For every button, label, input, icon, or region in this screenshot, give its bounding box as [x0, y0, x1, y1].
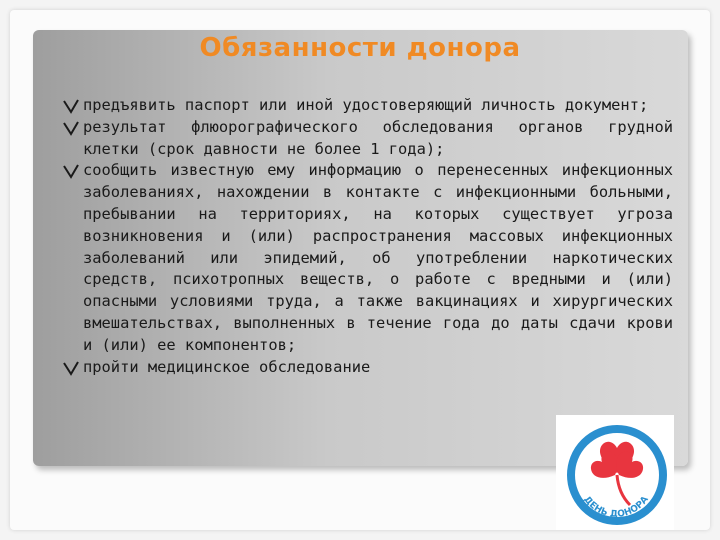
- list-item: [63, 357, 673, 379]
- list-item-text: сообщить известную ему информацию о перенесенных инфекционных заболеваниях, нахождении в контакте с инфекционными больными, пребывании на территориях, на которых существует угроза возникновения и (или) распространения массовых инфекционных заболеваний или эпидемий, об употреблении наркотических средств, психотропных веществ, о работе с вредными и (или) опасными условиями труда, а также вакцинациях и хирургических вмешательствах, выполненных в течение года до даты сдачи крови и (или) ее компонентов;: [83, 161, 673, 354]
- list-item: [63, 117, 673, 161]
- clover-heart-logo-icon: [556, 415, 674, 530]
- slide-title: Обязанности донора: [199, 33, 521, 63]
- arrow-check-bullet-icon: [63, 163, 79, 179]
- arrow-check-bullet-icon: [63, 98, 79, 114]
- list-item: [63, 95, 673, 117]
- list-item-text: предъявить паспорт или иной удостоверяющий личность документ;: [83, 96, 649, 114]
- list-item-text: результат флюорографического обследования органов грудной клетки (срок давности не более 1 года);: [83, 117, 673, 158]
- arrow-check-bullet-icon: [63, 120, 79, 136]
- list-item-text: пройти медицинское обследование: [83, 357, 371, 376]
- list-item: [63, 160, 673, 356]
- donor-day-logo: [556, 415, 674, 530]
- arrow-check-bullet-icon: [63, 360, 79, 376]
- logo-text: ДЕНЬ ДОНОРА: [581, 494, 651, 520]
- duties-list: [63, 95, 673, 378]
